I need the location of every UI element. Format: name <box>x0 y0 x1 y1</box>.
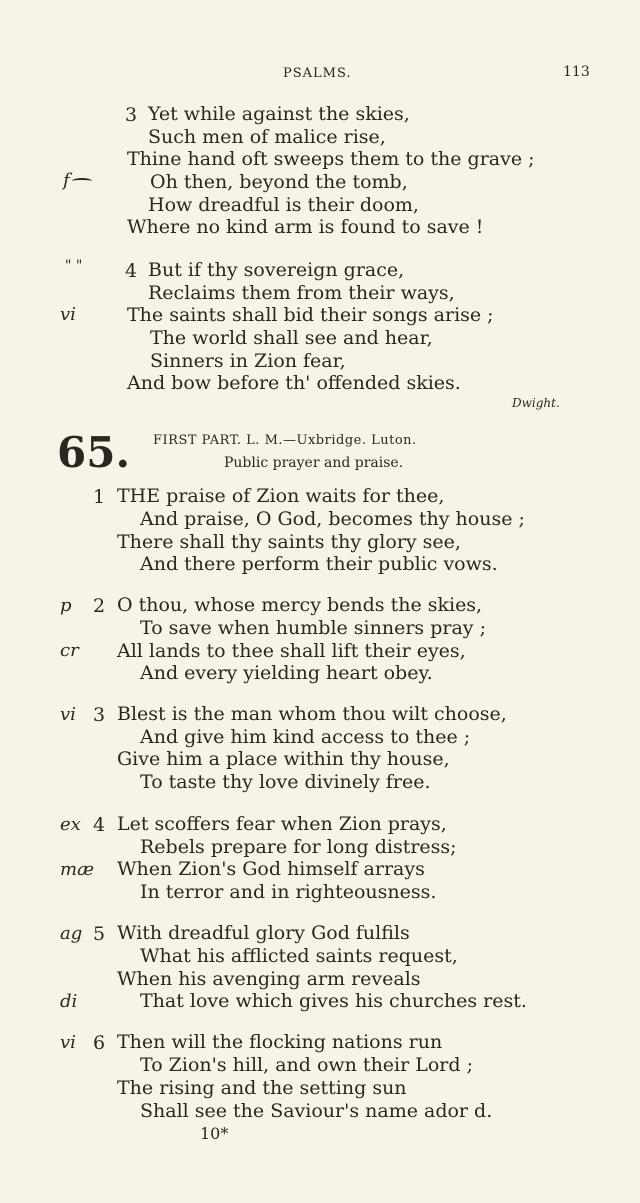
verse-line: And give him kind access to thee ; <box>140 726 471 748</box>
hymn-title: FIRST PART. L. M.—Uxbridge. Luton. <box>153 433 417 448</box>
verse-line: And every yielding heart obey. <box>140 662 433 684</box>
dynamic-mark: vi <box>60 304 76 325</box>
dynamic-mark: cr <box>60 640 79 661</box>
verse-number: 2 <box>93 595 106 617</box>
verse-line: O thou, whose mercy bends the skies, <box>117 594 483 616</box>
verse-line: Such men of malice rise, <box>148 126 386 148</box>
verse-line: Thine hand oft sweeps them to the grave ; <box>127 148 535 170</box>
verse-line: To Zion's hill, and own their Lord ; <box>140 1054 473 1076</box>
verse-line: The world shall see and hear, <box>150 327 433 349</box>
verse-line: Let scoffers fear when Zion prays, <box>117 813 447 835</box>
verse-number: 1 <box>93 486 106 508</box>
verse-number: 4 <box>125 260 138 282</box>
dynamic-mark: " " <box>65 258 83 274</box>
dynamic-mark: p <box>60 595 72 616</box>
verse-line: And praise, O God, becomes thy house ; <box>140 508 525 530</box>
dynamic-mark: vi <box>60 1032 76 1053</box>
verse-line: Sinners in Zion fear, <box>150 350 346 372</box>
running-title: PSALMS. <box>283 66 352 81</box>
verse-line: To save when humble sinners pray ; <box>140 617 486 639</box>
verse-number: 5 <box>93 923 106 945</box>
verse-line: In terror and in righteousness. <box>140 881 437 903</box>
verse-line: And bow before th' offended skies. <box>127 372 461 394</box>
dynamic-mark: vi <box>60 704 76 725</box>
verse-line: When Zion's God himself arrays <box>117 858 425 880</box>
verse-line: What his afflicted saints request, <box>140 945 458 967</box>
verse-line: Then will the flocking nations run <box>117 1031 443 1053</box>
dynamic-mark: mæ <box>60 859 94 880</box>
verse-line: The saints shall bid their songs arise ; <box>127 304 494 326</box>
dynamic-mark: ex <box>60 814 81 835</box>
verse-line: Where no kind arm is found to save ! <box>127 216 484 238</box>
verse-line: To taste thy love divinely free. <box>140 771 431 793</box>
signature-mark: 10* <box>200 1124 229 1143</box>
verse-number: 3 <box>93 704 106 726</box>
verse-line: Rebels prepare for long distress; <box>140 836 457 858</box>
verse-number: 6 <box>93 1032 106 1054</box>
verse-line: There shall thy saints thy glory see, <box>117 531 461 553</box>
verse-line: The rising and the setting sun <box>117 1077 407 1099</box>
verse-number: 4 <box>93 814 106 836</box>
verse-line: All lands to thee shall lift their eyes, <box>117 640 466 662</box>
verse-line: Reclaims them from their ways, <box>148 282 455 304</box>
verse-line: But if thy sovereign grace, <box>148 259 405 281</box>
dynamic-mark: di <box>60 991 78 1012</box>
dynamic-mark: f <box>63 170 92 191</box>
hymn-subtitle: Public prayer and praise. <box>224 455 404 471</box>
tilde-mark <box>72 178 92 184</box>
verse-line: And there perform their public vows. <box>140 553 498 575</box>
hymn-number: 65. <box>57 428 131 477</box>
verse-line: Shall see the Saviour's name ador d. <box>140 1100 493 1122</box>
verse-line: With dreadful glory God fulfils <box>117 922 410 944</box>
verse-line: That love which gives his churches rest. <box>140 990 527 1012</box>
page-number: 113 <box>563 64 590 80</box>
verse-line: Blest is the man whom thou wilt choose, <box>117 703 507 725</box>
verse-line: When his avenging arm reveals <box>117 968 421 990</box>
verse-number: 3 <box>125 104 138 126</box>
verse-line: Yet while against the skies, <box>148 103 410 125</box>
verse-line: How dreadful is their doom, <box>148 194 419 216</box>
verse-line: Oh then, beyond the tomb, <box>150 171 408 193</box>
dynamic-mark: ag <box>60 923 83 944</box>
verse-line: THE praise of Zion waits for thee, <box>117 485 445 507</box>
verse-line: Give him a place within thy house, <box>117 748 450 770</box>
author-attribution: Dwight. <box>512 396 560 410</box>
